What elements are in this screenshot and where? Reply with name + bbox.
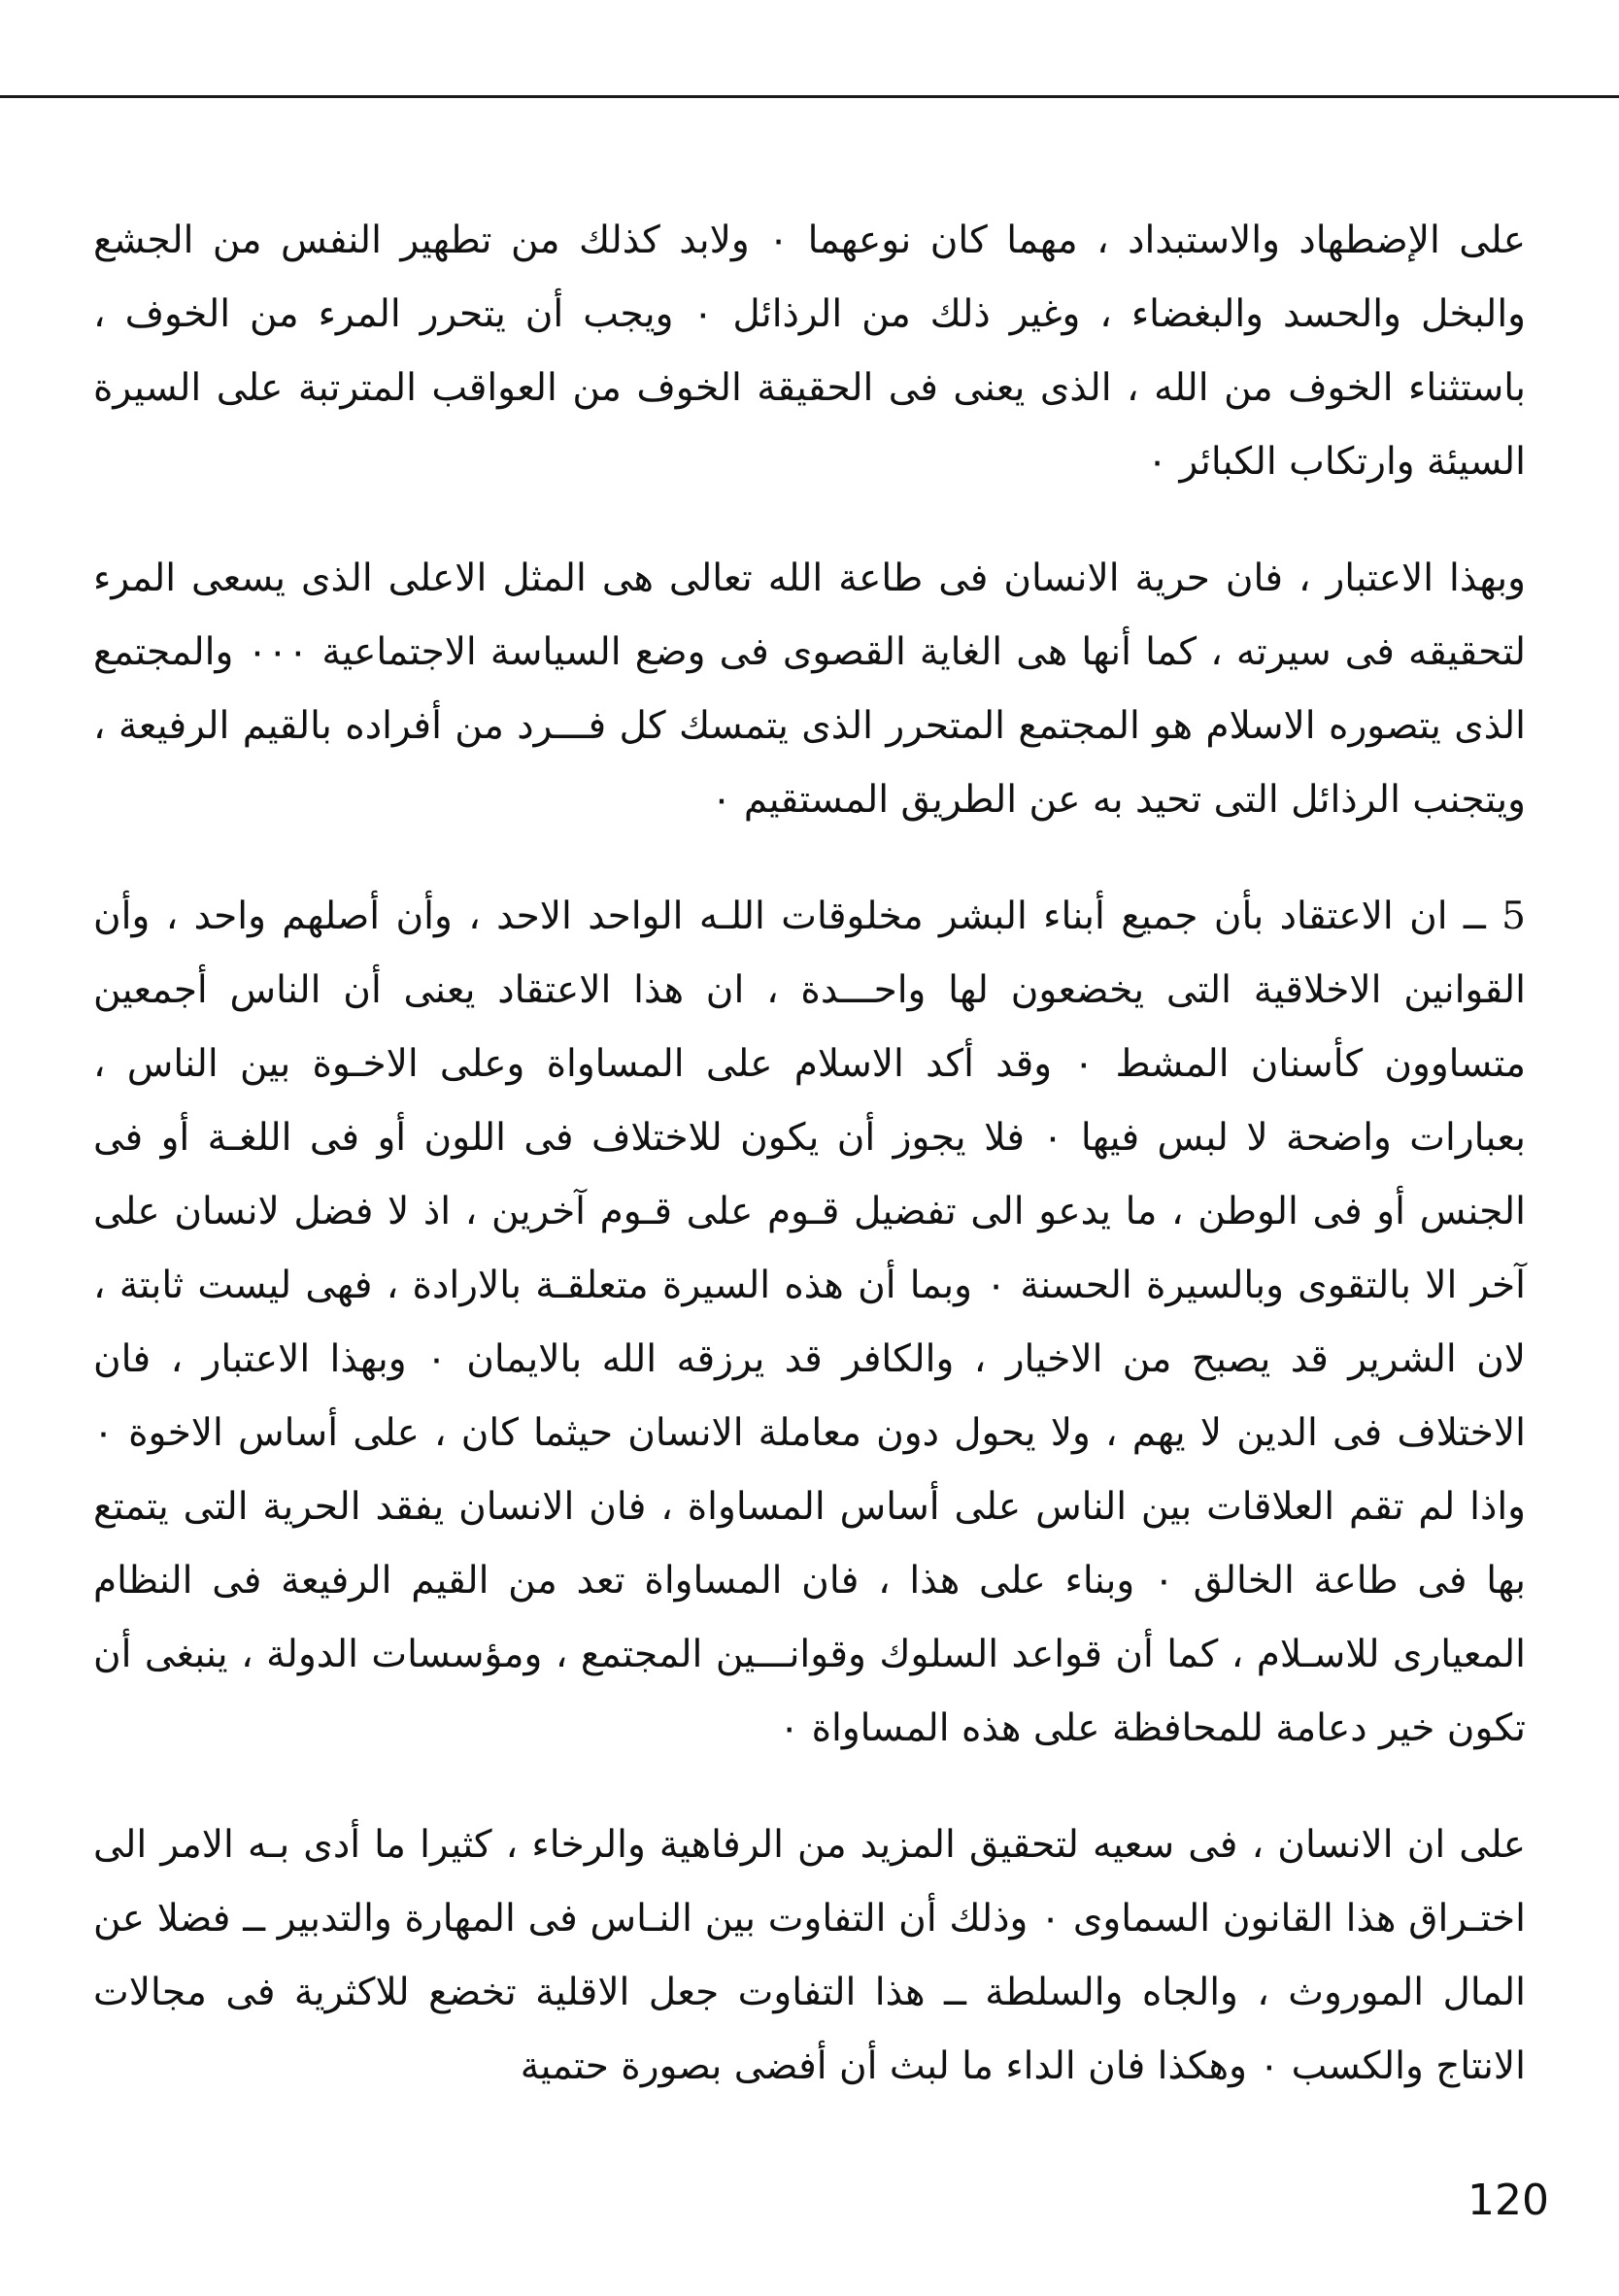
page-number: 120 bbox=[1467, 2176, 1549, 2225]
page-body bbox=[93, 204, 1526, 2104]
paragraph-3: 5 ــ ان الاعتقاد بأن جميع أبناء البشر مخلوقات اللـه الواحد الاحد ، وأن أصلهم واحد ، وأن القوانين الاخلاقية التى يخضعون لها واحـــدة ، ان هذا الاعتقاد يعنى أن الناس أجمعين متساوون كأسنان المشط ٠ وقد أكد الاسلام على المساواة وعلى الاخـوة بين الناس ، بعبارات واضحة لا لبس فيها ٠ فلا يجوز أن يكون للاختلاف فى اللون أو فى اللغـة أو فى الجنس أو فى الوطن ، ما يدعو الى تفضيل قـوم على قـوم آخرين ، اذ لا فضل لانسان على آخر الا بالتقوى وبالسيرة الحسنة ٠ وبما أن هذه السيرة متعلقـة بالارادة ، فهى ليست ثابتة ، لان الشرير قد يصبح من الاخيار ، والكافر قد يرزقه الله بالايمان ٠ وبهذا الاعتبار ، فان الاختلاف فى الدين لا يهم ، ولا يحول دون معاملة الانسان حيثما كان ، على أساس الاخوة ٠ واذا لم تقم العلاقات بين الناس على أساس المساواة ، فان الانسان يفقد الحرية التى يتمتع بها فى طاعة الخالق ٠ وبناء على هذا ، فان المساواة تعد من القيم الرفيعة فى النظام المعيارى للاسـلام ، كما أن قواعد السلوك وقوانـــين المجتمع ، ومؤسسات الدولة ، ينبغى أن تكون خير دعامة للمحافظة على هذه المساواة ٠ bbox=[93, 895, 1527, 1750]
top-rule bbox=[0, 95, 1619, 98]
paragraph-4: على ان الانسان ، فى سعيه لتحقيق المزيد من الرفاهية والرخاء ، كثيرا ما أدى بـه الامر الى اختـراق هذا القانون السماوى ٠ وذلك أن التفاوت بين النـاس فى المهارة والتدبير ــ فضلا عن المال الموروث ، والجاه والسلطة ــ هذا التفاوت جعل الاقلية تخضع للاكثرية فى مجالات الانتاج والكسب ٠ وهكذا فان الداء ما لبث أن أفضى بصورة حتمية bbox=[93, 1823, 1526, 2088]
paragraph-1: على الإضطهاد والاستبداد ، مهما كان نوعهما ٠ ولابد كذلك من تطهير النفس من الجشع والبخل والحسد والبغضاء ، وغير ذلك من الرذائل ٠ ويجب أن يتحرر المرء من الخوف ، باستثناء الخوف من الله ، الذى يعنى فى الحقيقة الخوف من العواقب المترتبة على السيرة السيئة وارتكاب الكبائر ٠ bbox=[93, 219, 1526, 484]
paragraph-2: وبهذا الاعتبار ، فان حرية الانسان فى طاعة الله تعالى هى المثل الاعلى الذى يسعى المرء لتحقيقه فى سيرته ، كما أنها هى الغاية القصوى فى وضع السياسة الاجتماعية ٠٠٠ والمجتمع الذى يتصوره الاسلام هو المجتمع المتحرر الذى يتمسك كل فـــرد من أفراده بالقيم الرفيعة ، ويتجنب الرذائل التى تحيد به عن الطريق المستقيم ٠ bbox=[93, 557, 1526, 822]
